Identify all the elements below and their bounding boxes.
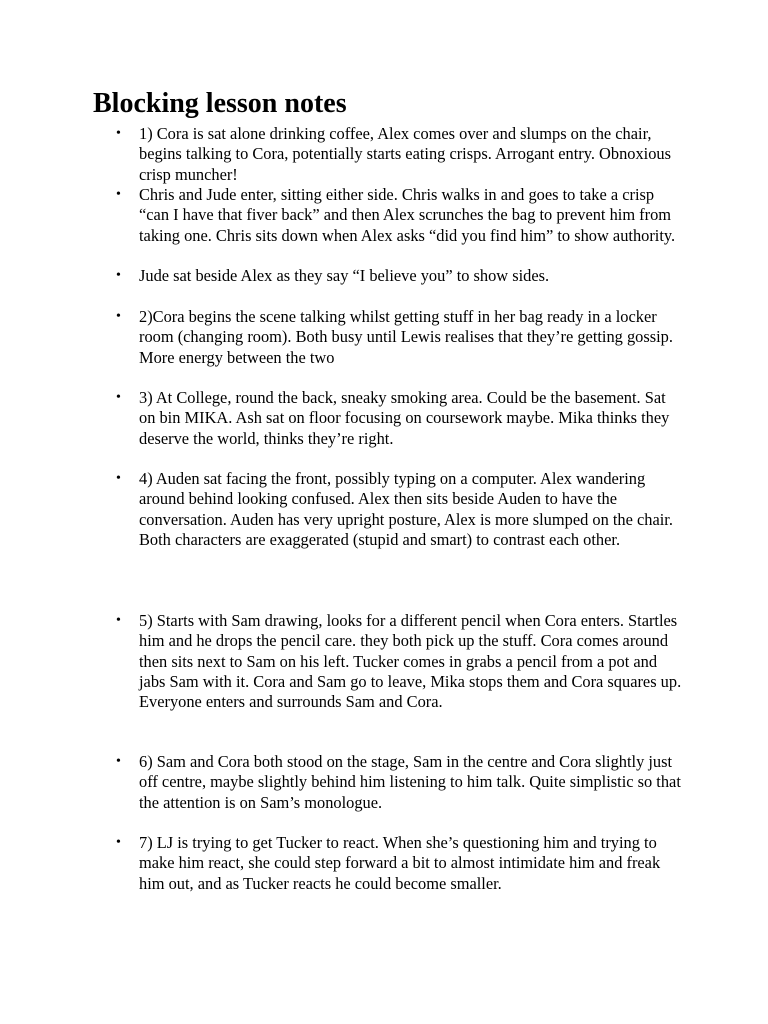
note-item-1 xyxy=(116,124,684,185)
note-text: 1) Cora is sat alone drinking coffee, Alex comes over and slumps on the chair, begins talking to Cora, potentially starts eating crisps. Arrogant entry. Obnoxious crisp muncher! xyxy=(139,124,671,184)
note-text: 6) Sam and Cora both stood on the stage, Sam in the centre and Cora slightly just off centre, maybe slightly behind him listening to him talk. Quite simplistic so that the attention is on Sam’s monologue. xyxy=(139,752,681,812)
note-text: 4) Auden sat facing the front, possibly typing on a computer. Alex wandering around behind looking confused. Alex then sits beside Auden to have the conversation. Auden has very upright posture, Alex is more slumped on the chair. Both characters are exaggerated (stupid and smart) to contrast each other. xyxy=(139,469,673,549)
bullet-icon: • xyxy=(116,187,121,202)
note-item-5 xyxy=(116,388,684,449)
note-text: 2)Cora begins the scene talking whilst getting stuff in her bag ready in a locker room (changing room). Both busy until Lewis realises that they’re getting gossip. More energy between the two xyxy=(139,307,673,367)
note-item-2 xyxy=(116,185,684,246)
bullet-icon: • xyxy=(116,835,121,850)
note-text: Chris and Jude enter, sitting either side. Chris walks in and goes to take a crisp “can I have that fiver back” and then Alex scrunches the bag to prevent him from taking one. Chris sits down when Alex asks “did you find him” to show authority. xyxy=(139,185,676,245)
bullet-icon: • xyxy=(116,754,121,769)
bullet-icon: • xyxy=(116,613,121,628)
note-text: Jude sat beside Alex as they say “I believe you” to show sides. xyxy=(139,266,550,285)
note-item-9 xyxy=(116,833,684,894)
note-text: 7) LJ is trying to get Tucker to react. When she’s questioning him and trying to make him react, she could step forward a bit to almost intimidate him and freak him out, and as Tucker reacts he could become smaller. xyxy=(139,833,661,893)
bullet-icon: • xyxy=(116,126,121,141)
note-item-4 xyxy=(116,307,684,368)
note-item-6 xyxy=(116,469,684,550)
note-text: 3) At College, round the back, sneaky smoking area. Could be the basement. Sat on bin MIKA. Ash sat on floor focusing on coursework maybe. Mika thinks they deserve the world, thinks they’re right. xyxy=(139,388,670,448)
bullet-icon: • xyxy=(116,309,121,324)
note-text: 5) Starts with Sam drawing, looks for a different pencil when Cora enters. Startles him and he drops the pencil care. they both pick up the stuff. Cora comes around then sits next to Sam on his left. Tucker comes in grabs a pencil from a pot and jabs Sam with it. Cora and Sam go to leave, Mika stops them and Cora squares up. Everyone enters and surrounds Sam and Cora. xyxy=(139,611,682,712)
note-item-8 xyxy=(116,752,684,813)
document-title: Blocking lesson notes xyxy=(93,88,347,119)
note-item-3 xyxy=(116,266,684,286)
bullet-icon: • xyxy=(116,268,121,283)
note-item-7 xyxy=(116,611,684,712)
bullet-icon: • xyxy=(116,471,121,486)
bullet-icon: • xyxy=(116,390,121,405)
